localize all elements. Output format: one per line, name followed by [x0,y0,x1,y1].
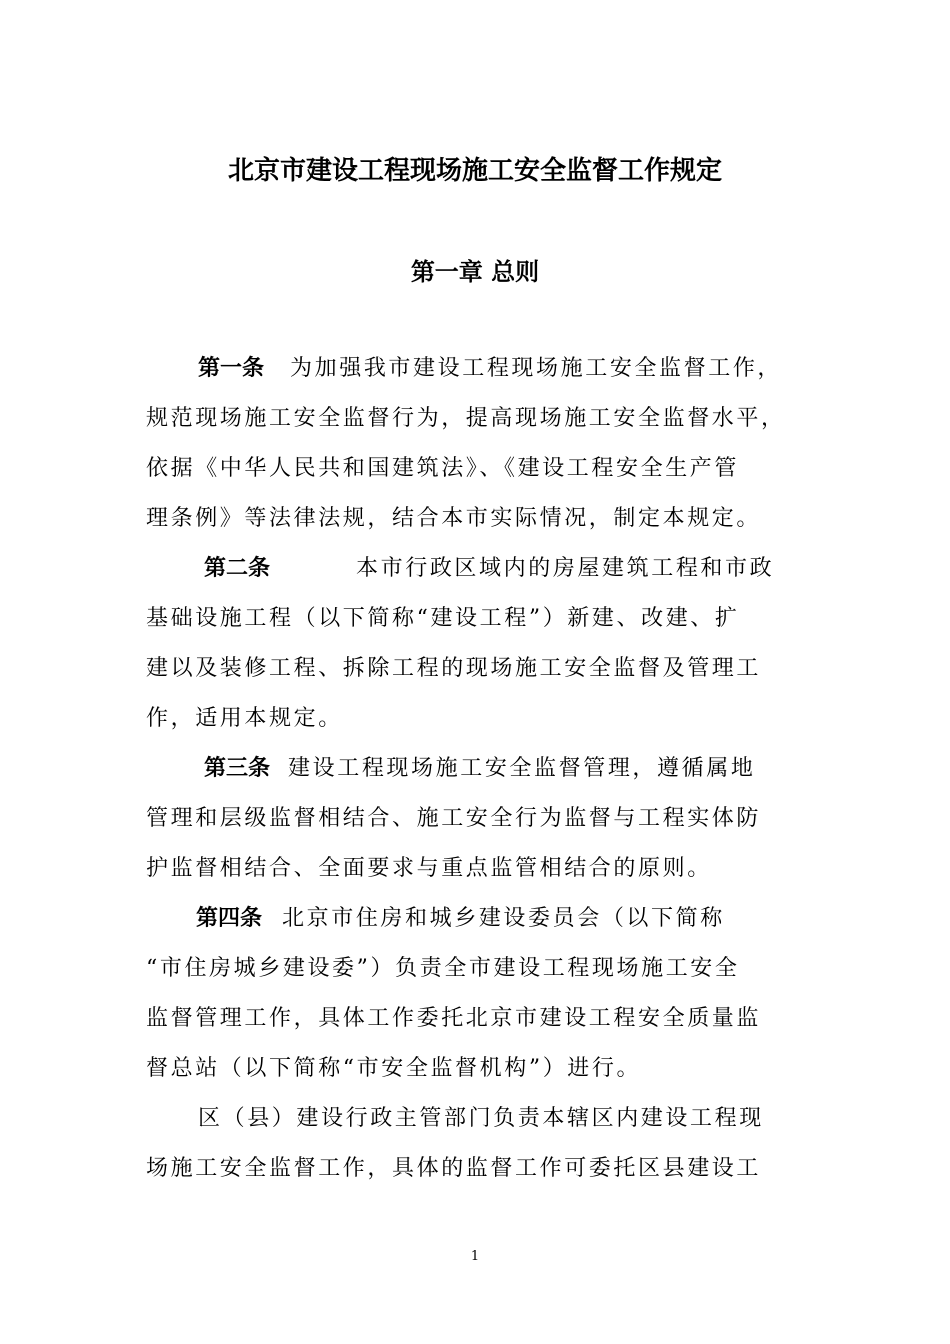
article-2-label: 第二条 [204,556,271,581]
paragraph-district-line-2: 场施工安全监督工作，具体的监督工作可委托区县建设工 [146,1156,762,1181]
article-4-line-1 [196,906,856,932]
page-title: 北京市建设工程现场施工安全监督工作规定 [227,156,722,186]
paragraph-district-line-1: 区（县）建设行政主管部门负责本辖区内建设工程现 [198,1106,764,1131]
article-2-line-4: 作，适用本规定。 [146,706,343,731]
article-4-text: 北京市住房和城乡建设委员会（以下简称 [282,906,725,931]
article-4-label: 第四条 [196,906,263,931]
article-1-text: 为加强我市建设工程现场施工安全监督工作， [290,356,783,381]
chapter-heading: 第一章 总则 [410,258,540,286]
article-4-line-3: 监督管理工作，具体工作委托北京市建设工程安全质量监 [146,1006,762,1031]
article-1-line-1 [198,356,858,382]
article-2-line-2: 基础设施工程（以下简称“建设工程”）新建、改建、扩 [146,606,740,631]
article-3-text: 建设工程现场施工安全监督管理，遵循属地 [288,756,756,781]
article-2-text: 本市行政区域内的房屋建筑工程和市政 [356,556,775,581]
article-4-line-2: “市住房城乡建设委”）负责全市建设工程现场施工安全 [146,956,740,981]
article-3-line-1 [204,756,864,782]
article-3-line-2: 管理和层级监督相结合、施工安全行为监督与工程实体防 [146,806,762,831]
page-number: 1 [470,1249,480,1264]
article-4-line-4: 督总站（以下简称“市安全监督机构”）进行。 [146,1056,642,1081]
article-1-line-3: 依据《中华人民共和国建筑法》、《建设工程安全生产管 [146,456,740,481]
article-1-line-2: 规范现场施工安全监督行为，提高现场施工安全监督水平， [146,406,786,431]
article-2-line-1 [204,556,864,582]
article-3-label: 第三条 [204,756,271,781]
article-2-line-3: 建以及装修工程、拆除工程的现场施工安全监督及管理工 [146,656,762,681]
article-1-label: 第一条 [198,356,265,381]
article-1-line-4: 理条例》等法律法规，结合本市实际情况，制定本规定。 [146,506,762,531]
article-3-line-3: 护监督相结合、全面要求与重点监管相结合的原则。 [146,856,712,881]
